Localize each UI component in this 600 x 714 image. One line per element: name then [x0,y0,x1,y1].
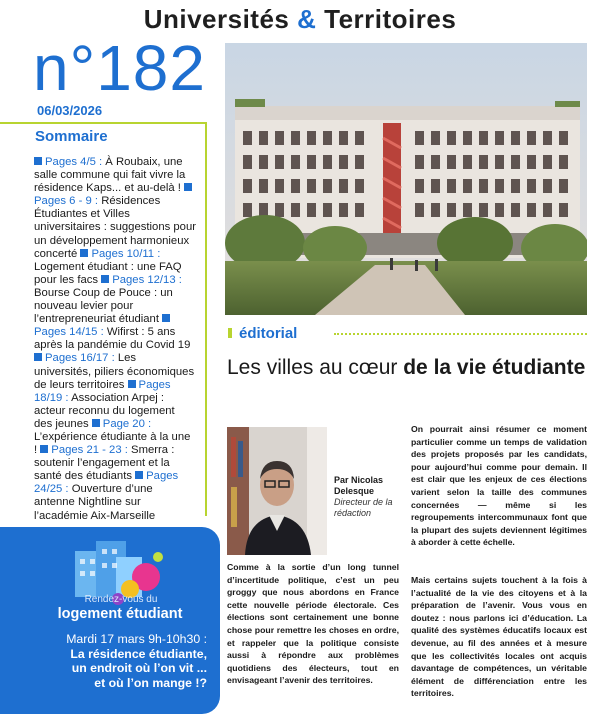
author-portrait [227,427,327,555]
entry-text: Ouverture d’une antenne Nightline sur l’académie Aix-Marseille [34,483,156,522]
issue-date: 06/03/2026 [37,103,103,118]
entry-pages: Pages 21 - 23 : [51,444,128,457]
entry-text: À Roubaix, une salle commune qui fait vivre la résidence Kaps... et au-delà ! [34,156,186,195]
entry-text: Bourse Coup de Pouce : un nouveau levier pour l’entrepreneuriat étudiant [34,286,173,326]
entry-pages: Pages 16/17 : [45,352,115,365]
editorial-label [228,325,297,342]
editorial-column-left: Comme à la sortie d’un long tunnel d’incertitude politique, c’est un peu groggy que nous abordons en France cette nouvelle période électorale. Ces élections sont certainement une bonne chose pour remettre les choses en ordre, et rappeler que la politique consiste aussi à répondre aux problèmes quotidiens des électeurs, tout en envisageant l’avenir des territoires. [227,562,399,686]
bullet-square-icon [80,249,88,257]
author-byline [334,475,393,519]
cover-photo-residence [225,43,587,315]
bullet-square-icon [162,314,170,322]
sommaire-entry[interactable] [34,156,185,194]
promo-date-time: Mardi 17 mars 9h-10h30 : [66,632,207,646]
bullet-square-icon [101,275,109,283]
rendez-vous-kicker: Rendez-vous du [84,594,158,605]
editorial-headline [227,355,587,381]
entry-text: Les universités, piliers économiques de leurs territoires [34,352,195,391]
bullet-square-icon [135,471,143,479]
headline-light: Les villes au cœur [227,356,404,379]
entry-text: Smerra : soutenir l’engagement et la santé des étudiants [34,444,175,483]
editorial-column-right-para1: On pourrait ainsi résumer ce moment particulier comme un temps de validation des projets proposés par les candidats, pour aujourd’hui comme pour demain. Il est clair que les enjeux de ces élections varient selon la taille des communes concernées — même si les regroupements intercommunaux font que la plupart des sujets deviennent légitimes à aborder à cette échelle. [411,424,587,548]
editorial-column-right-para2: Mais certains sujets touchent à la fois à l’actualité de la vie des citoyens et à la préparation de l’avenir. Vous vous en doutez : nous parlons ici d’éducation. La qualité des systèmes éducatifs locaux est devenue, au fil des années et à mesure que les collectivités locales ont acquis davantage de compétences, un véritable élément de différenciation entre les territoires. [411,575,587,699]
entry-pages: Page 20 : [102,417,152,430]
promo-topic-line2: un endroit où l’on vit ... [71,661,207,675]
bullet-square-icon [40,445,48,453]
entry-pages: Pages 10/11 : [91,247,161,260]
entry-pages: Pages 12/13 : [112,273,182,286]
promo-event-text [0,632,207,690]
title-part-2: Territoires [316,4,457,34]
promo-topic-line3: et où l’on mange !? [94,675,207,690]
entry-pages: Pages 18/19 : [34,378,171,404]
title-part-1: Universités [143,4,298,34]
bullet-square-icon [34,353,42,361]
bullet-square-icon [184,183,192,191]
entry-pages: Pages 14/15 : [34,326,104,339]
title-ampersand: & [297,4,317,34]
entry-pages: Pages 24/25 : [34,470,179,496]
bullet-square-icon [34,157,42,165]
author-name-line2: Delesque [334,486,375,496]
headline-bold: de la vie étudiante [403,356,586,379]
editorial-bar-icon [228,328,232,338]
author-role-line2: rédaction [334,508,372,518]
bullet-square-icon [128,380,136,388]
sommaire-list [34,156,196,523]
entry-text: Résidences Étudiantes et Villes universitaires : suggestions pour un développement harmonieux concerté [34,195,197,260]
entry-text: Association Arpej : acteur reconnu du logement des jeunes [34,391,175,430]
entry-text: Logement étudiant : une FAQ pour les facs [34,260,182,286]
editorial-dotted-rule [334,333,587,335]
entry-pages: Pages 4/5 : [45,156,103,168]
rendez-vous-title: logement étudiant [57,606,183,622]
author-role-line1: Directeur de la [334,497,393,507]
issue-number: n°182 [33,32,206,104]
entry-text: Wifirst : 5 ans après la pandémie du Covid 19 [34,326,191,352]
bullet-square-icon [92,419,100,427]
sommaire-title: Sommaire [35,128,108,145]
magazine-title [0,4,600,35]
author-name-line1: Par Nicolas [334,475,384,485]
editorial-label-text: éditorial [239,325,298,342]
entry-text: L’expérience étudiante à la une ! [34,430,191,457]
promo-topic-line1: La résidence étudiante, [70,646,207,661]
entry-pages: Pages 6 - 9 : [34,195,99,208]
